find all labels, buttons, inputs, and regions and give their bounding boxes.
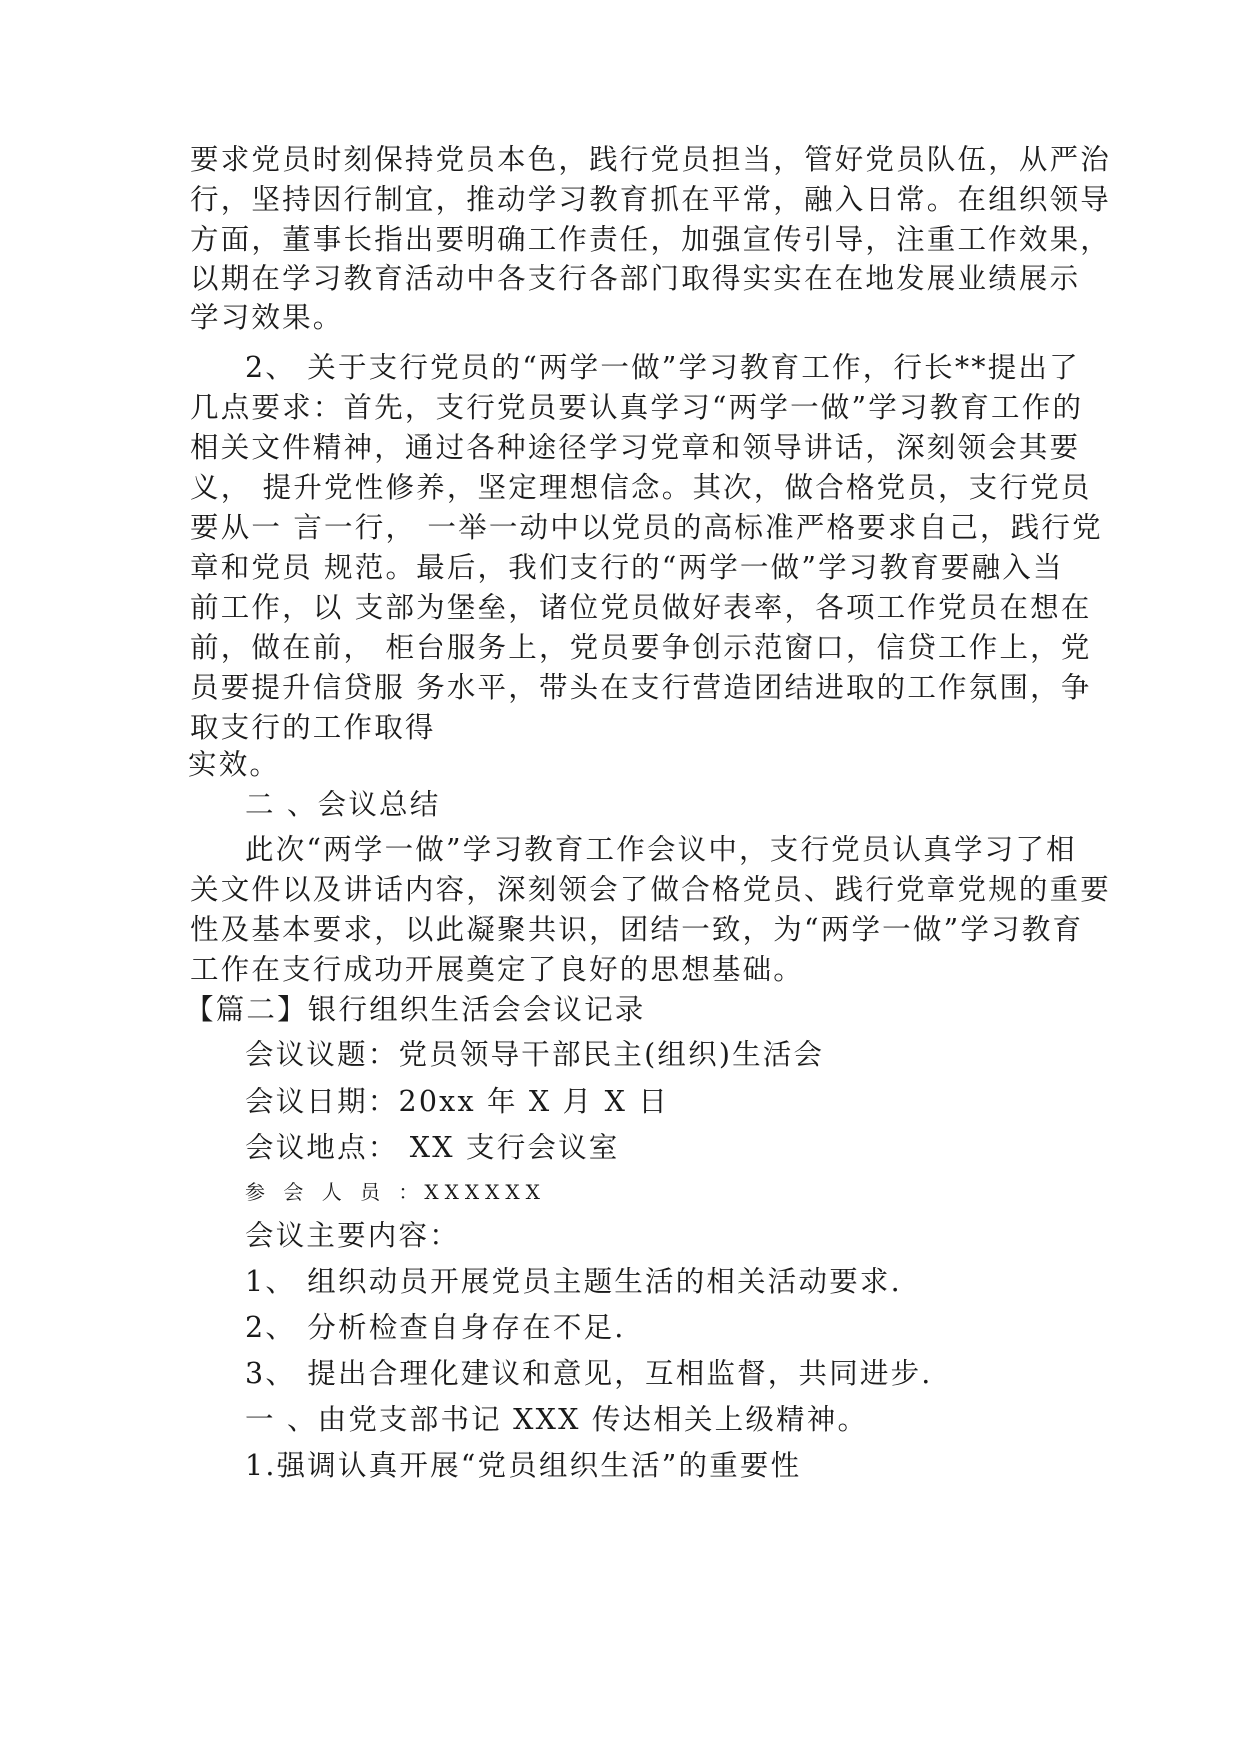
text-line: 工作在支行成功开展奠定了良好的思想基础。 <box>190 953 805 986</box>
text-line: 行，坚持因行制宜，推动学习教育抓在平常，融入日常。在组织领导 <box>190 183 1112 216</box>
text-line: 此次“两学一做”学习教育工作会议中，支行党员认真学习了相 <box>245 833 1077 866</box>
text-line: 章和党员 规范。最后，我们支行的“两学一做”学习教育要融入当 <box>190 551 1064 584</box>
text-line: 方面，董事长指出要明确工作责任，加强宣传引导，注重工作效果， <box>190 223 1112 256</box>
text-line: 会议地点： XX 支行会议室 <box>245 1131 620 1164</box>
text-line: 取支行的工作取得 <box>190 711 436 744</box>
text-line: 二 、会议总结 <box>245 788 441 821</box>
text-line: 1.强调认真开展“党员组织生活”的重要性 <box>245 1449 802 1482</box>
text-line: 会议议题：党员领导干部民主(组织)生活会 <box>245 1038 825 1071</box>
text-line: 2、 关于支行党员的“两学一做”学习教育工作，行长**提出了 <box>245 351 1080 384</box>
text-line: 要求党员时刻保持党员本色，践行党员担当，管好党员队伍，从严治 <box>190 143 1112 176</box>
text-line: 员要提升信贷服 务水平，带头在支行营造团结进取的工作氛围，争 <box>190 671 1092 704</box>
text-line: 实效。 <box>188 748 281 781</box>
text-line: 【篇二】银行组织生活会会议记录 <box>185 993 646 1026</box>
text-line: 以期在学习教育活动中各支行各部门取得实实在在地发展业绩展示 <box>190 262 1081 295</box>
text-line: 义， 提升党性修养，坚定理想信念。其次，做合格党员，支行党员 <box>190 471 1092 504</box>
text-line: 性及基本要求，以此凝聚共识，团结一致，为“两学一做”学习教育 <box>190 913 1084 946</box>
text-line: 几点要求：首先，支行党员要认真学习“两学一做”学习教育工作的 <box>190 391 1084 424</box>
text-line: 学习效果。 <box>190 301 344 334</box>
text-line: 关文件以及讲话内容，深刻领会了做合格党员、践行党章党规的重要 <box>190 873 1112 906</box>
text-line: 一 、由党支部书记 XXX 传达相关上级精神。 <box>245 1403 869 1436</box>
text-line: 参 会 人 员 ：XXXXXX <box>245 1180 546 1204</box>
text-line: 相关文件精神，通过各种途径学习党章和领导讲话，深刻领会其要 <box>190 431 1081 464</box>
text-line: 要从一 言一行， 一举一动中以党员的高标准严格要求自己，践行党 <box>190 511 1103 544</box>
text-line: 前，做在前， 柜台服务上，党员要争创示范窗口，信贷工作上，党 <box>190 631 1092 664</box>
text-line: 会议主要内容： <box>245 1219 460 1252</box>
text-line: 前工作，以 支部为堡垒，诸位党员做好表率，各项工作党员在想在 <box>190 591 1092 624</box>
text-line: 1、 组织动员开展党员主题生活的相关活动要求. <box>245 1265 902 1298</box>
text-line: 3、 提出合理化建议和意见，互相监督，共同进步. <box>245 1357 933 1390</box>
text-line: 会议日期：20xx 年 X 月 X 日 <box>245 1085 670 1118</box>
text-line: 2、 分析检查自身存在不足. <box>245 1311 626 1344</box>
